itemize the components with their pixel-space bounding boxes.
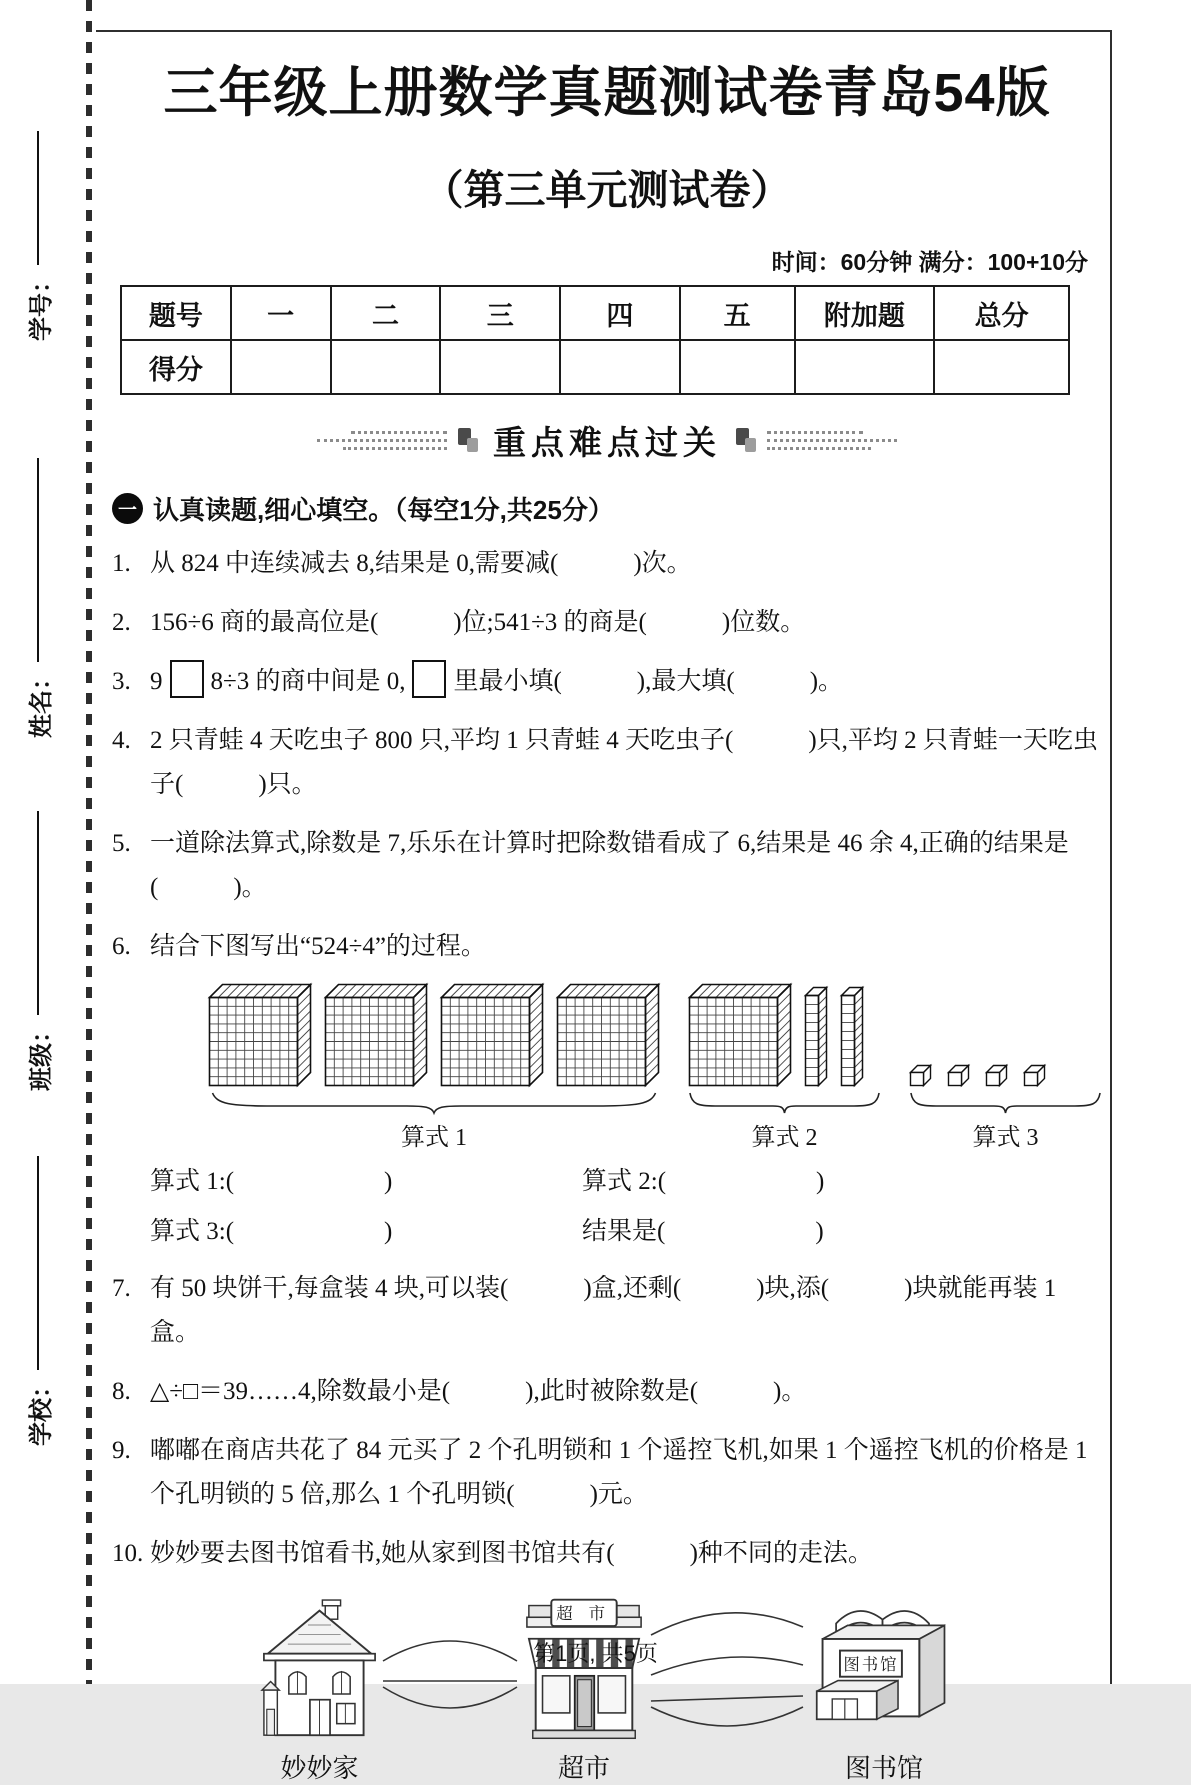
sidebar-field-class (23, 811, 53, 1091)
q6-answer-row-1 (150, 1162, 1102, 1202)
score-table-header-row (121, 286, 1069, 340)
paper-title: 三年级上册数学真题测试卷青岛54版 (163, 63, 1051, 123)
binding-dashed-line (86, 0, 92, 1684)
house-label: 妙妙家 (280, 1754, 359, 1783)
unit-cubes-row (909, 1064, 1102, 1087)
page-frame-right-line (1110, 30, 1112, 1684)
score-header-cell: 二 (331, 286, 441, 340)
blocks-group-label: 算式 3 (972, 1125, 1039, 1151)
question-4: 4. 2 只青蛙 4 天吃虫子 800 只,平均 1 只青蛙 4 天吃虫子( )只,平均 2 只青蛙一天吃虫子( )只。 (112, 727, 1098, 798)
question-5: 5. 一道除法算式,除数是 7,乐乐在计算时把除数错看成了 6,结果是 46 余 4,正确的结果是( )。 (112, 830, 1069, 901)
question-10: 10. 妙妙要去图书馆看书,她从家到图书馆共有( )种不同的走法。 (112, 1540, 873, 1567)
student-number-label: 学号： (28, 269, 55, 341)
building-library (809, 1592, 959, 1785)
supermarket-sign: 超 市 (556, 1604, 611, 1624)
section-banner (112, 417, 1102, 464)
underbrace (208, 1091, 660, 1115)
blocks-group-2 (688, 983, 881, 1152)
section-one-header (112, 490, 1102, 527)
class-fill-line (37, 811, 39, 1015)
question-7: 7. 有 50 块饼干,每盒装 4 块,可以装( )盒,还剩( )块,添( )块就能再装 1 盒。 (112, 1275, 1057, 1346)
score-header-cell: 四 (560, 286, 680, 340)
blocks-group-1 (208, 983, 660, 1152)
q6-result: 结果是( ) (582, 1218, 824, 1245)
score-header-cell: 五 (680, 286, 795, 340)
class-label: 班级： (28, 1019, 55, 1091)
score-table-score-row (121, 340, 1069, 394)
library-sign: 图书馆 (843, 1654, 899, 1674)
banner-title: 重点难点过关 (493, 424, 721, 461)
score-header-cell: 附加题 (795, 286, 935, 340)
q6-answer-row-2 (150, 1212, 1102, 1252)
score-blank-cell (231, 340, 331, 394)
paths-home-to-market (379, 1613, 521, 1733)
house-illustration (262, 1596, 377, 1744)
score-header-cell: 总分 (934, 286, 1069, 340)
q6-answer-3: 算式 3:( ) (150, 1218, 393, 1245)
blocks-group-label: 算式 2 (751, 1125, 818, 1151)
sidebar-field-school (23, 1156, 53, 1446)
answer-box (412, 660, 446, 698)
score-blank-cell (795, 340, 935, 394)
unit-cube (909, 1064, 932, 1087)
question-2: 2. 156÷6 商的最高位是( )位;541÷3 的商是( )位数。 (112, 609, 806, 636)
hundred-and-tens-row (688, 983, 881, 1087)
score-header-cell: 一 (231, 286, 331, 340)
school-label: 学校： (28, 1374, 55, 1446)
unit-cube (985, 1064, 1008, 1087)
paper-subtitle: （第三单元测试卷） (422, 167, 792, 213)
ten-rod (840, 986, 864, 1087)
question-6: 6. 结合下图写出“524÷4”的过程。 (112, 933, 486, 960)
blocks-group-label: 算式 1 (401, 1125, 467, 1151)
library-illustration (809, 1592, 959, 1744)
underbrace (909, 1091, 1102, 1115)
hundred-block (556, 983, 660, 1087)
score-blank-cell (934, 340, 1069, 394)
supermarket-illustration (523, 1594, 645, 1744)
sidebar-field-student-number (23, 131, 53, 341)
score-blank-cell (680, 340, 795, 394)
score-header-cell: 题号 (121, 286, 231, 340)
hundred-block (440, 983, 544, 1087)
library-label: 图书馆 (844, 1754, 923, 1783)
q6-answer-2: 算式 2:( ) (582, 1168, 825, 1195)
sidebar-field-name (23, 458, 53, 738)
building-supermarket (523, 1594, 645, 1785)
question-1: 1. 从 824 中连续减去 8,结果是 0,需要减( )次。 (112, 550, 692, 577)
blocks-group-3 (909, 1064, 1102, 1152)
time-score-meta: 时间：60分钟 满分：100+10分 (771, 249, 1088, 275)
underbrace (688, 1091, 881, 1115)
section-one-title: 认真读题,细心填空。（每空1分,共25分） (153, 495, 614, 525)
supermarket-label: 超市 (557, 1754, 610, 1783)
student-number-fill-line (37, 131, 39, 265)
building-house (262, 1596, 377, 1785)
question-3: 3. 9 8÷3 的商中间是 0, 里最小填( ),最大填( )。 (112, 660, 1102, 704)
ten-rod (804, 986, 828, 1087)
paper-content (112, 0, 1102, 1785)
banner-speedlines-left (317, 431, 447, 450)
banner-squares-icon (456, 426, 480, 456)
q6-answer-1: 算式 1:( ) (150, 1168, 393, 1195)
score-header-cell: 三 (440, 286, 560, 340)
banner-speedlines-right (767, 431, 897, 450)
hundred-block (324, 983, 428, 1087)
hundred-block (688, 983, 792, 1087)
score-table (120, 285, 1070, 395)
score-row-label: 得分 (121, 340, 231, 394)
name-label: 姓名： (28, 666, 55, 738)
hundred-block (208, 983, 312, 1087)
question-8: 8. △÷□＝39……4,除数最小是( ),此时被除数是( )。 (112, 1378, 807, 1405)
page-footer: 第1页, 共5页 (533, 1641, 658, 1666)
score-blank-cell (440, 340, 560, 394)
routes-figure (262, 1592, 1102, 1785)
name-fill-line (37, 458, 39, 662)
score-blank-cell (560, 340, 680, 394)
base-ten-blocks-figure (208, 983, 1102, 1152)
answer-box (170, 660, 204, 698)
question-9: 9. 嘟嘟在商店共花了 84 元买了 2 个孔明锁和 1 个遥控飞机,如果 1 个遥控飞机的价格是 1 个孔明锁的 5 倍,那么 1 个孔明锁( )元。 (112, 1437, 1088, 1508)
unit-cube (947, 1064, 970, 1087)
banner-squares-icon (734, 426, 758, 456)
score-blank-cell (331, 340, 441, 394)
unit-cube (1023, 1064, 1046, 1087)
section-number-icon: 一 (112, 493, 143, 524)
school-fill-line (37, 1156, 39, 1370)
hundreds-blocks-row (208, 983, 660, 1087)
